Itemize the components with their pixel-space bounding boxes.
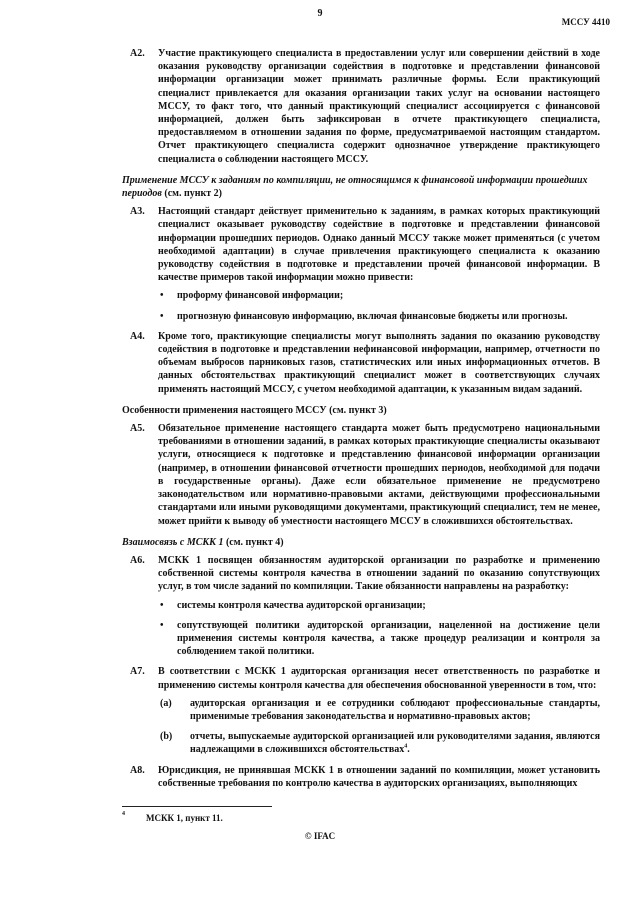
bullet-marker: • — [160, 599, 164, 611]
paragraph-number: А5. — [130, 423, 145, 435]
sub-item-label: (b) — [160, 731, 173, 743]
list-item-text: сопутствующей политики аудиторской организации, нацеленной на достижение цели применения системы контроля качества, а также процедур реализации и контроля за соблюдением такой политики. — [177, 619, 600, 658]
bullet-marker: • — [160, 619, 164, 631]
paragraph-a4 — [112, 330, 600, 396]
list-item — [112, 310, 600, 323]
footnote-mark: 4 — [122, 811, 125, 817]
standard-id: МССУ 4410 — [561, 17, 610, 27]
paragraph-a6 — [112, 554, 600, 594]
paragraph-text: МСКК 1 посвящен обязанностям аудиторской организации по разработке и применению собственной системы контроля качества в отношении заданий по оказанию сопутствующих услуг, в том числе заданий по компиляции. Такие обязанности направлены на разработку: — [158, 554, 600, 593]
section-ref: (см. пункт 2) — [161, 188, 222, 200]
sub-item-text: отчеты, выпускаемые аудиторской организацией или руководителями задания, являются надлежащими в сложившихся обстоятельствах — [190, 731, 600, 756]
section-heading-specifics — [122, 404, 600, 417]
section-heading-non-historical — [122, 174, 600, 200]
list-item-text: системы контроля качества аудиторской организации; — [177, 599, 426, 611]
paragraph-text: Участие практикующего специалиста в предоставлении услуг или совершении действий в ходе оказания руководству организации содействия в подготовке и представлении финансовой информации организации может принимать различные формы. Если практикующий специалист привлекается для оказания организации таких услуг на основании настоящего МССУ, то факт того, что данный практикующий специалист ассоциируется с финансовой информацией, должен быть зафиксирован в отчете практикующего специалиста, предоставляемом в отношении задания по форме, предусматриваемой настоящим стандартом. Отчет практикующего специалиста содержит однозначное утверждение практикующего специалиста о соблюдении настоящего МССУ. — [158, 48, 600, 165]
sub-item-a — [112, 697, 600, 723]
section-title: Применение МССУ к заданиям по компиляции, не относящимся к финансовой информации прошедших периодов — [122, 174, 588, 200]
section-ref: Особенности применения настоящего МССУ (см. пункт 3) — [122, 404, 387, 416]
sub-item-text: аудиторская организация и ее сотрудники соблюдают профессиональные стандарты, применимые требования законодательства и нормативно-правовых актов; — [190, 697, 600, 722]
section-ref: (см. пункт 4) — [223, 536, 284, 548]
sub-item-b: (b) отчеты, выпускаемые аудиторской организацией или руководителями задания, являются надлежащими в сложившихся обстоятельствах$^4$. — [160, 731, 600, 756]
footnote-ref: 4 — [404, 744, 408, 751]
paragraph-a7 — [112, 665, 600, 691]
paragraph-a3 — [112, 205, 600, 284]
document-body — [112, 47, 600, 795]
page-number: 9 — [317, 8, 323, 19]
paragraph-text: Кроме того, практикующие специалисты могут выполнять задания по оказанию руководству содействия в подготовке и представлении нефинансовой информации, например, отчетности по объемам выбросов парниковых газов, статистических или иных информационных отчетов. В данных обстоятельствах практикующий специалист может в соответствующих случаях применять настоящий МССУ, с учетом необходимой адаптации, к указанным видам заданий. — [158, 330, 600, 395]
paragraph-number: А4. — [130, 330, 145, 342]
footnote — [122, 813, 223, 823]
bullet-marker: • — [160, 290, 164, 302]
paragraph-a2 — [112, 47, 600, 166]
paragraph-text: Настоящий стандарт действует применительно к заданиям, в рамках которых практикующий специалист оказывает руководству содействие в подготовке и представлении финансовой информации прошедших периодов. Однако данный МССУ также может применяться (с учетом необходимой адаптации) в случае привлечения практикующего специалиста к оказанию руководству содействия в подготовке и представлении прочей финансовой информации. В качестве примеров такой информации можно привести: — [158, 206, 600, 284]
paragraph-a8 — [112, 764, 600, 790]
sub-item-label: (а) — [160, 697, 172, 709]
list-item-text: прогнозную финансовую информацию, включая финансовые бюджеты или прогнозы. — [177, 310, 568, 322]
paragraph-number: А2. — [130, 48, 145, 59]
footnote-text: МСКК 1, пункт 11. — [146, 813, 223, 823]
section-title: Взаимосвязь с МСКК 1 — [122, 536, 224, 548]
section-heading-iscq1 — [122, 536, 600, 549]
paragraph-number: А8. — [130, 764, 145, 776]
paragraph-text: Обязательное применение настоящего стандарта может быть предусмотрено национальными требованиями в отношении заданий, в рамках которых практикующие специалисты оказывают услуги, относящиеся к подготовке и представлению финансовой информации организации (например, в отношении финансовой отчетности прошедших периодов, необходимой для подачи в государственные органы). Даже если обязательное применение не предусмотрено законодательством или нормативно-правовыми актами, действующими профессиональными стандартами или иными руководящими документами, практикующий специалист, тем не менее, может прийти к выводу об уместности настоящего МССУ в сложившихся обстоятельствах. — [158, 423, 600, 527]
paragraph-a5 — [112, 422, 600, 528]
paragraph-number: А3. — [130, 206, 145, 218]
paragraph-number: А7. — [130, 666, 145, 678]
paragraph-number: А6. — [130, 554, 145, 566]
paragraph-text: Юрисдикция, не принявшая МСКК 1 в отношении заданий по компиляции, может установить собственные требования по контролю качества в аудиторских организациях, выполняющих — [158, 764, 600, 789]
bullet-marker: • — [160, 310, 164, 322]
list-item-text: проформу финансовой информации; — [177, 290, 344, 302]
copyright: © IFAC — [304, 831, 336, 841]
paragraph-text: В соответствии с МСКК 1 аудиторская организация несет ответственность по разработке и применению системы контроля качества для обеспечения обоснованной уверенности в том, что: — [158, 666, 600, 691]
list-item — [112, 289, 600, 302]
footnote-divider — [122, 806, 272, 807]
list-item — [112, 619, 600, 659]
list-item — [112, 599, 600, 612]
